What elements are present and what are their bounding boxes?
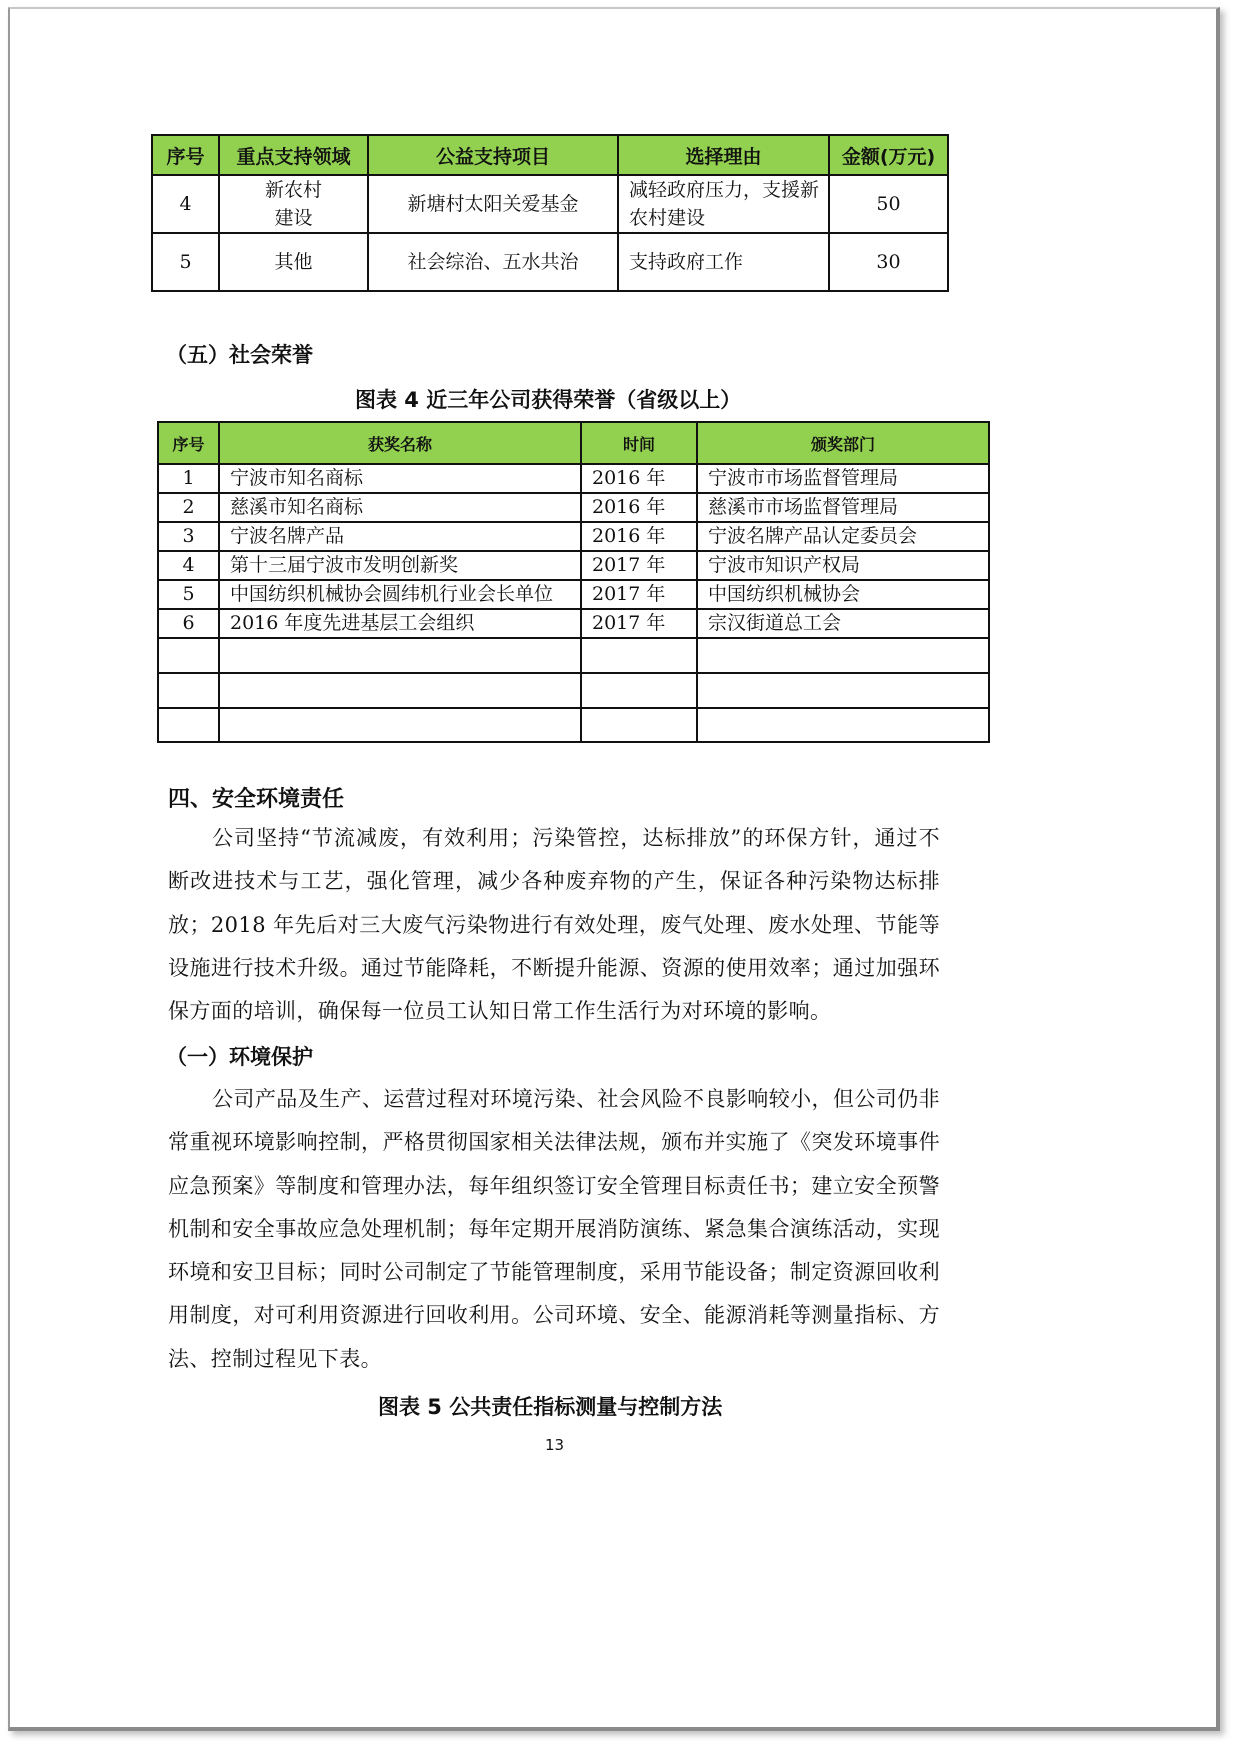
cell-reason: 支持政府工作 xyxy=(618,233,829,291)
cell-no: 6 xyxy=(158,609,219,638)
cell-no: 2 xyxy=(158,493,219,522)
empty-cell xyxy=(697,638,989,673)
table-caption-5: 图表 5 公共责任指标测量与控制方法 xyxy=(378,1395,723,1419)
header-cell: 序号 xyxy=(152,135,219,175)
empty-cell xyxy=(219,638,581,673)
cell-time: 2016 年 xyxy=(581,522,697,551)
empty-cell xyxy=(581,708,697,742)
cell-name: 慈溪市知名商标 xyxy=(219,493,581,522)
table-header-row xyxy=(152,135,948,175)
header-cell: 颁奖部门 xyxy=(697,422,989,464)
table-row xyxy=(158,551,989,580)
header-cell: 选择理由 xyxy=(618,135,829,175)
cell-dept: 慈溪市市场监督管理局 xyxy=(697,493,989,522)
cell-area: 其他 xyxy=(219,233,368,291)
header-cell: 金额(万元) xyxy=(829,135,948,175)
table-row xyxy=(158,609,989,638)
table-row xyxy=(158,522,989,551)
page-number: 13 xyxy=(545,1436,565,1454)
cell-no: 5 xyxy=(152,233,219,291)
cell-name: 宁波名牌产品 xyxy=(219,522,581,551)
empty-cell xyxy=(697,673,989,708)
cell-no: 4 xyxy=(158,551,219,580)
header-cell: 公益支持项目 xyxy=(368,135,618,175)
empty-cell xyxy=(219,708,581,742)
empty-cell xyxy=(158,708,219,742)
cell-no: 1 xyxy=(158,464,219,493)
cell-time: 2017 年 xyxy=(581,609,697,638)
section-heading-safety: 四、安全环境责任 xyxy=(168,787,345,812)
cell-no: 5 xyxy=(158,580,219,609)
cell-name: 宁波市知名商标 xyxy=(219,464,581,493)
section-heading-env: （一）环境保护 xyxy=(166,1045,313,1069)
empty-cell xyxy=(697,708,989,742)
empty-cell xyxy=(219,673,581,708)
honors-table xyxy=(157,421,990,743)
empty-cell xyxy=(581,638,697,673)
cell-dept: 宁波名牌产品认定委员会 xyxy=(697,522,989,551)
empty-row xyxy=(158,638,989,673)
area-line: 新农村 xyxy=(264,179,322,201)
header-cell: 时间 xyxy=(581,422,697,464)
cell-time: 2016 年 xyxy=(581,493,697,522)
empty-cell xyxy=(581,673,697,708)
header-cell: 获奖名称 xyxy=(219,422,581,464)
cell-name: 中国纺织机械协会圆纬机行业会长单位 xyxy=(219,580,581,609)
cell-amount: 30 xyxy=(829,233,948,291)
section-heading-honor: （五）社会荣誉 xyxy=(166,343,313,367)
header-cell: 序号 xyxy=(158,422,219,464)
cell-project: 社会综治、五水共治 xyxy=(368,233,618,291)
cell-time: 2017 年 xyxy=(581,580,697,609)
cell-no: 4 xyxy=(152,175,219,233)
env-paragraph: 公司产品及生产、运营过程对环境污染、社会风险不良影响较小，但公司仍非常重视环境影响控制，严格贯彻国家相关法律法规，颁布并实施了《突发环境事件应急预案》等制度和管理办法，每年组织签订安全管理目标责任书；建立安全预警机制和安全事故应急处理机制；每年定期开展消防演练、紧急集合演练活动，实现环境和安卫目标；同时公司制定了节能管理制度，采用节能设备；制定资源回收利用制度，对可利用资源进行回收利用。公司环境、安全、能源消耗等测量指标、方法、控制过程见下表。 xyxy=(168,1087,940,1371)
public-welfare-table xyxy=(151,134,949,292)
cell-reason: 减轻政府压力，支援新农村建设 xyxy=(618,175,829,233)
cell-name: 第十三届宁波市发明创新奖 xyxy=(219,551,581,580)
table-row xyxy=(152,233,948,291)
cell-project: 新塘村太阳关爱基金 xyxy=(368,175,618,233)
header-cell: 重点支持领域 xyxy=(219,135,368,175)
cell-dept: 宁波市知识产权局 xyxy=(697,551,989,580)
table-caption-4: 图表 4 近三年公司获得荣誉（省级以上） xyxy=(355,388,742,412)
cell-dept: 宗汉街道总工会 xyxy=(697,609,989,638)
table-header-row xyxy=(158,422,989,464)
cell-area xyxy=(219,175,368,233)
table-row xyxy=(152,175,948,233)
table-row xyxy=(158,580,989,609)
safety-paragraph: 公司坚持“节流减废，有效利用；污染管控，达标排放”的环保方针，通过不断改进技术与工艺，强化管理，减少各种废弃物的产生，保证各种污染物达标排放；2018 年先后对三大废气污染物进行有效处理，废气处理、废水处理、节能等设施进行技术升级。通过节能降耗，不断提升能源、资源的使用效率；通过加强环保方面的培训，确保每一位员工认知日常工作生活行为对环境的影响。 xyxy=(168,826,940,1024)
empty-row xyxy=(158,708,989,742)
cell-dept: 宁波市市场监督管理局 xyxy=(697,464,989,493)
empty-cell xyxy=(158,673,219,708)
cell-time: 2016 年 xyxy=(581,464,697,493)
empty-cell xyxy=(158,638,219,673)
cell-time: 2017 年 xyxy=(581,551,697,580)
empty-row xyxy=(158,673,989,708)
cell-amount: 50 xyxy=(829,175,948,233)
table-row xyxy=(158,464,989,493)
area-line: 建设 xyxy=(274,207,313,229)
cell-name: 2016 年度先进基层工会组织 xyxy=(219,609,581,638)
table-row xyxy=(158,493,989,522)
cell-no: 3 xyxy=(158,522,219,551)
cell-dept: 中国纺织机械协会 xyxy=(697,580,989,609)
